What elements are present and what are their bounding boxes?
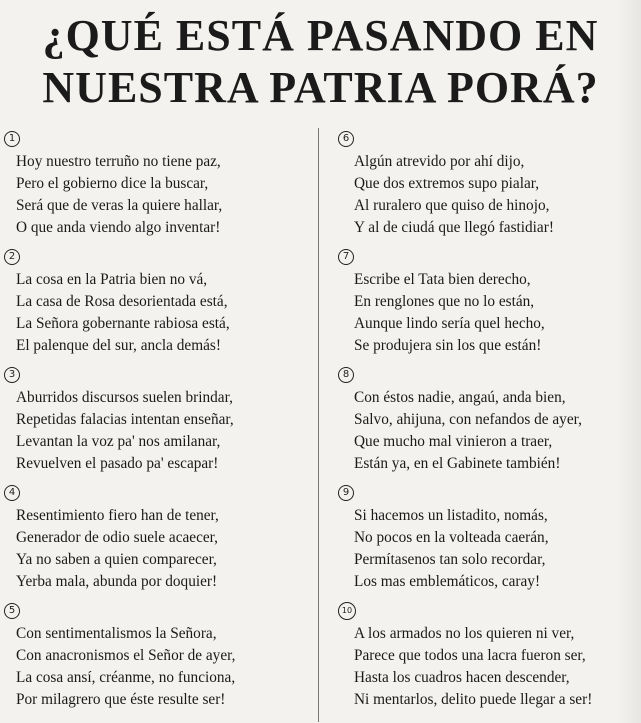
verse-line: Aunque lindo sería quel hecho, bbox=[354, 315, 545, 332]
stanza-5 bbox=[4, 600, 304, 718]
stanza-number-1: 1 bbox=[4, 131, 20, 147]
verse-line: La casa de Rosa desorientada está, bbox=[16, 293, 228, 310]
verse-line: Hoy nuestro terruño no tiene paz, bbox=[16, 153, 221, 170]
verse-line: En renglones que no lo están, bbox=[354, 293, 535, 310]
verse-line: Con sentimentalismos la Señora, bbox=[16, 625, 217, 642]
column-divider bbox=[318, 128, 319, 722]
stanza-6 bbox=[338, 128, 638, 246]
verse-line: Que mucho mal vinieron a traer, bbox=[354, 433, 553, 450]
verse-line: La Señora gobernante rabiosa está, bbox=[16, 315, 230, 332]
verse-line: La cosa ansí, créanme, no funciona, bbox=[16, 669, 236, 686]
verse-line: La cosa en la Patria bien no vá, bbox=[16, 271, 208, 288]
verse-line: Por milagrero que éste resulte ser! bbox=[16, 691, 226, 708]
stanza-number-10: 10 bbox=[338, 602, 356, 620]
verse-line: Al ruralero que quiso de hinojo, bbox=[354, 197, 550, 214]
verse-line: Resentimiento fiero han de tener, bbox=[16, 507, 219, 524]
verse-line: No pocos en la volteada caerán, bbox=[354, 529, 549, 546]
verse-line: Y al de ciudá que llegó fastidiar! bbox=[354, 219, 554, 236]
left-column bbox=[4, 128, 304, 718]
verse-line: Ni mentarlos, delito puede llegar a ser! bbox=[354, 691, 593, 708]
stanza-3 bbox=[4, 364, 304, 482]
verse-line: O que anda viendo algo inventar! bbox=[16, 219, 221, 236]
verse-line: Revuelven el pasado pa' escapar! bbox=[16, 455, 219, 472]
stanza-number-7: 7 bbox=[338, 249, 354, 265]
verse-line: Están ya, en el Gabinete también! bbox=[354, 455, 561, 472]
stanza-8 bbox=[338, 364, 638, 482]
stanza-10 bbox=[338, 600, 638, 718]
verse-line: Levantan la voz pa' nos amilanar, bbox=[16, 433, 221, 450]
verse-line: Se produjera sin los que están! bbox=[354, 337, 542, 354]
verse-line: Permítasenos tan solo recordar, bbox=[354, 551, 546, 568]
verse-line: Si hacemos un listadito, nomás, bbox=[354, 507, 548, 524]
stanza-1 bbox=[4, 128, 304, 246]
stanza-number-3: 3 bbox=[4, 367, 20, 383]
stanza-number-2: 2 bbox=[4, 249, 20, 265]
verse-line: Escribe el Tata bien derecho, bbox=[354, 271, 531, 288]
verse-line: Los mas emblemáticos, caray! bbox=[354, 573, 541, 590]
verse-line: Yerba mala, abunda por doquier! bbox=[16, 573, 218, 590]
title-line-1: ¿QUÉ ESTÁ PASANDO EN bbox=[42, 11, 599, 60]
verse-line: Algún atrevido por ahí dijo, bbox=[354, 153, 525, 170]
stanza-9 bbox=[338, 482, 638, 600]
stanza-number-8: 8 bbox=[338, 367, 354, 383]
verse-line: Aburridos discursos suelen brindar, bbox=[16, 389, 233, 406]
verse-line: A los armados no los quieren ni ver, bbox=[354, 625, 575, 642]
poem-title bbox=[0, 10, 641, 114]
stanza-2 bbox=[4, 246, 304, 364]
verse-line: Ya no saben a quien comparecer, bbox=[16, 551, 217, 568]
verse-line: Con éstos nadie, angaú, anda bien, bbox=[354, 389, 566, 406]
verse-line: Parece que todos una lacra fueron ser, bbox=[354, 647, 586, 664]
stanza-4 bbox=[4, 482, 304, 600]
stanza-number-6: 6 bbox=[338, 131, 354, 147]
stanza-number-4: 4 bbox=[4, 485, 20, 501]
title-line-2: NUESTRA PATRIA PORÁ? bbox=[42, 63, 599, 112]
verse-line: Que dos extremos supo pialar, bbox=[354, 175, 540, 192]
verse-line: Pero el gobierno dice la buscar, bbox=[16, 175, 209, 192]
verse-line: Con anacronismos el Señor de ayer, bbox=[16, 647, 236, 664]
stanza-7 bbox=[338, 246, 638, 364]
verse-line: Salvo, ahijuna, con nefandos de ayer, bbox=[354, 411, 582, 428]
right-column bbox=[338, 128, 638, 718]
verse-line: Será que de veras la quiere hallar, bbox=[16, 197, 223, 214]
stanza-number-9: 9 bbox=[338, 485, 354, 501]
verse-line: Repetidas falacias intentan enseñar, bbox=[16, 411, 234, 428]
stanza-number-5: 5 bbox=[4, 603, 20, 619]
verse-line: Hasta los cuadros hacen descender, bbox=[354, 669, 570, 686]
verse-line: Generador de odio suele acaecer, bbox=[16, 529, 218, 546]
verse-line: El palenque del sur, ancla demás! bbox=[16, 337, 221, 354]
